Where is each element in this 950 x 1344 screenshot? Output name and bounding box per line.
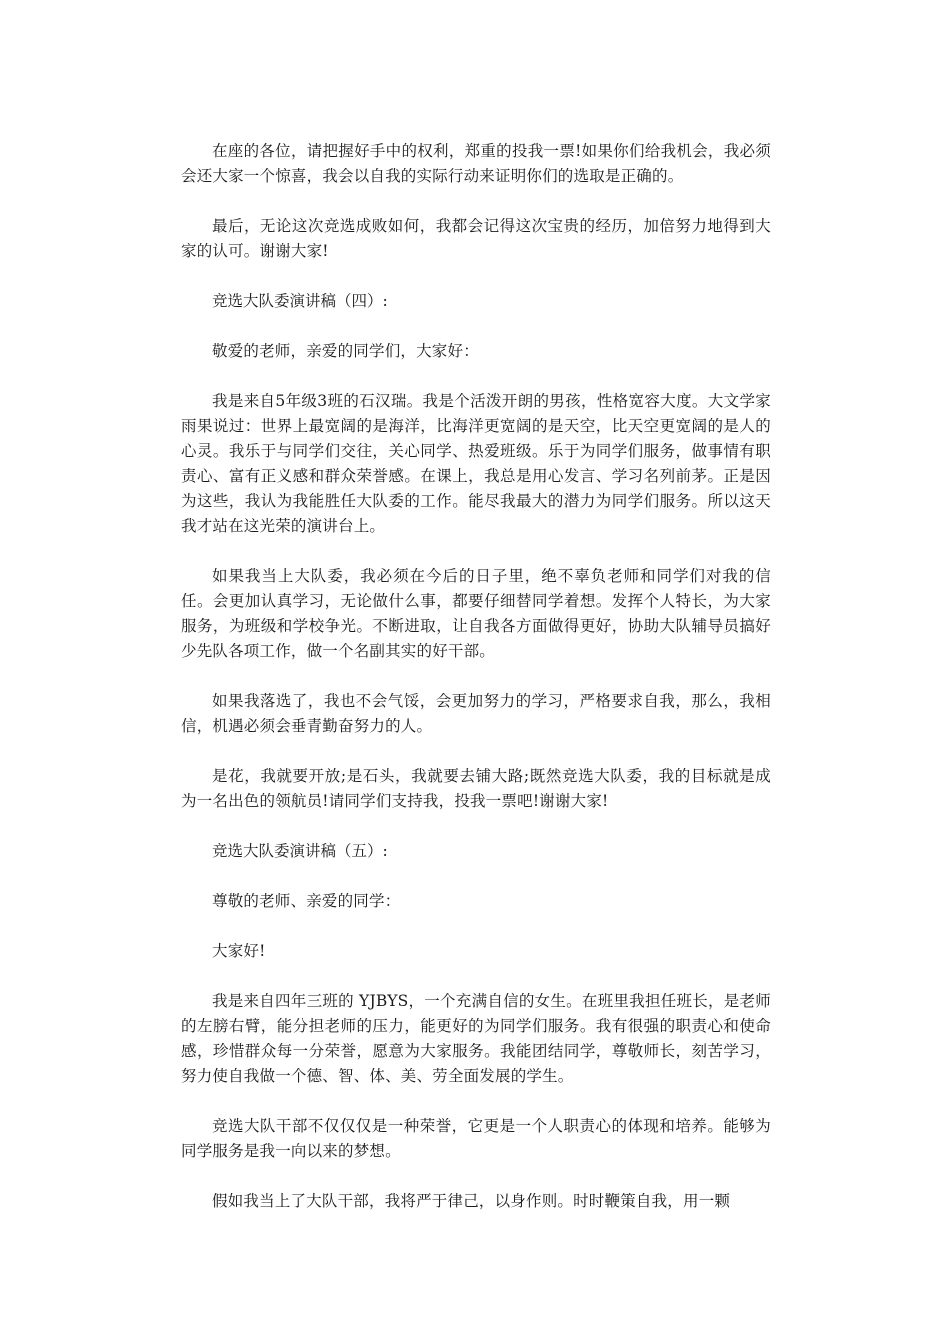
paragraph-salutation: 尊敬的老师、亲爱的同学： bbox=[212, 892, 401, 910]
paragraph-hello: 大家好! bbox=[212, 942, 266, 960]
paragraph-honor: 竞选大队干部不仅仅仅是一种荣誉，它更是一个人职责心的体现和培养。能够为同学服务是我一向以来的梦想。 bbox=[181, 1117, 771, 1160]
paragraph-goal: 是花，我就要开放;是石头，我就要去铺大路;既然竞选大队委，我的目标就是成为一名出色的领航员!请同学们支持我，投我一票吧!谢谢大家! bbox=[181, 767, 771, 810]
paragraph-closing: 最后，无论这次竞选成败如何，我都会记得这次宝贵的经历，加倍努力地得到大家的认可。谢谢大家! bbox=[181, 217, 771, 260]
section-heading-five: 竞选大队委演讲稿（五）: bbox=[212, 842, 388, 860]
paragraph-if-elected: 如果我当上大队委，我必须在今后的日子里，绝不辜负老师和同学们对我的信任。会更加认真学习，无论做什么事，都要仔细替同学着想。发挥个人特长，为大家服务，为班级和学校争光。不断进取，让自我各方面做得更好，协助大队辅导员搞好少先队各项工作，做一个名副其实的好干部。 bbox=[181, 567, 771, 660]
paragraph-if-not-elected: 如果我落选了，我也不会气馁，会更加努力的学习，严格要求自我，那么，我相信，机遇必须会垂青勤奋努力的人。 bbox=[181, 692, 771, 735]
paragraph-greeting: 敬爱的老师，亲爱的同学们，大家好： bbox=[212, 342, 479, 360]
paragraph-vote-appeal: 在座的各位，请把握好手中的权利，郑重的投我一票!如果你们给我机会，我必须会还大家一个惊喜，我会以自我的实际行动来证明你们的选取是正确的。 bbox=[181, 142, 771, 185]
paragraph-promise: 假如我当上了大队干部，我将严于律己，以身作则。时时鞭策自我，用一颗 bbox=[212, 1192, 731, 1210]
section-heading-four: 竞选大队委演讲稿（四）: bbox=[212, 292, 388, 310]
paragraph-self-intro: 我是来自5年级3班的石汉瑞。我是个活泼开朗的男孩，性格宽容大度。大文学家雨果说过：世界上最宽阔的是海洋，比海洋更宽阔的是天空，比天空更宽阔的是人的心灵。我乐于与同学们交往，关心同学、热爱班级。乐于为同学们服务，做事情有职责心、富有正义感和群众荣誉感。在课上，我总是用心发言、学习名列前茅。正是因为这些，我认为我能胜任大队委的工作。能尽我最大的潜力为同学们服务。所以这天我才站在这光荣的演讲台上。 bbox=[181, 392, 771, 535]
document-body bbox=[181, 139, 771, 1239]
paragraph-intro-five: 我是来自四年三班的 YJBYS，一个充满自信的女生。在班里我担任班长，是老师的左膀右臂，能分担老师的压力，能更好的为同学们服务。我有很强的职责心和使命感，珍惜群众每一分荣誉，愿意为大家服务。我能团结同学，尊敬师长，刻苦学习，努力使自我做一个德、智、体、美、劳全面发展的学生。 bbox=[181, 992, 771, 1085]
